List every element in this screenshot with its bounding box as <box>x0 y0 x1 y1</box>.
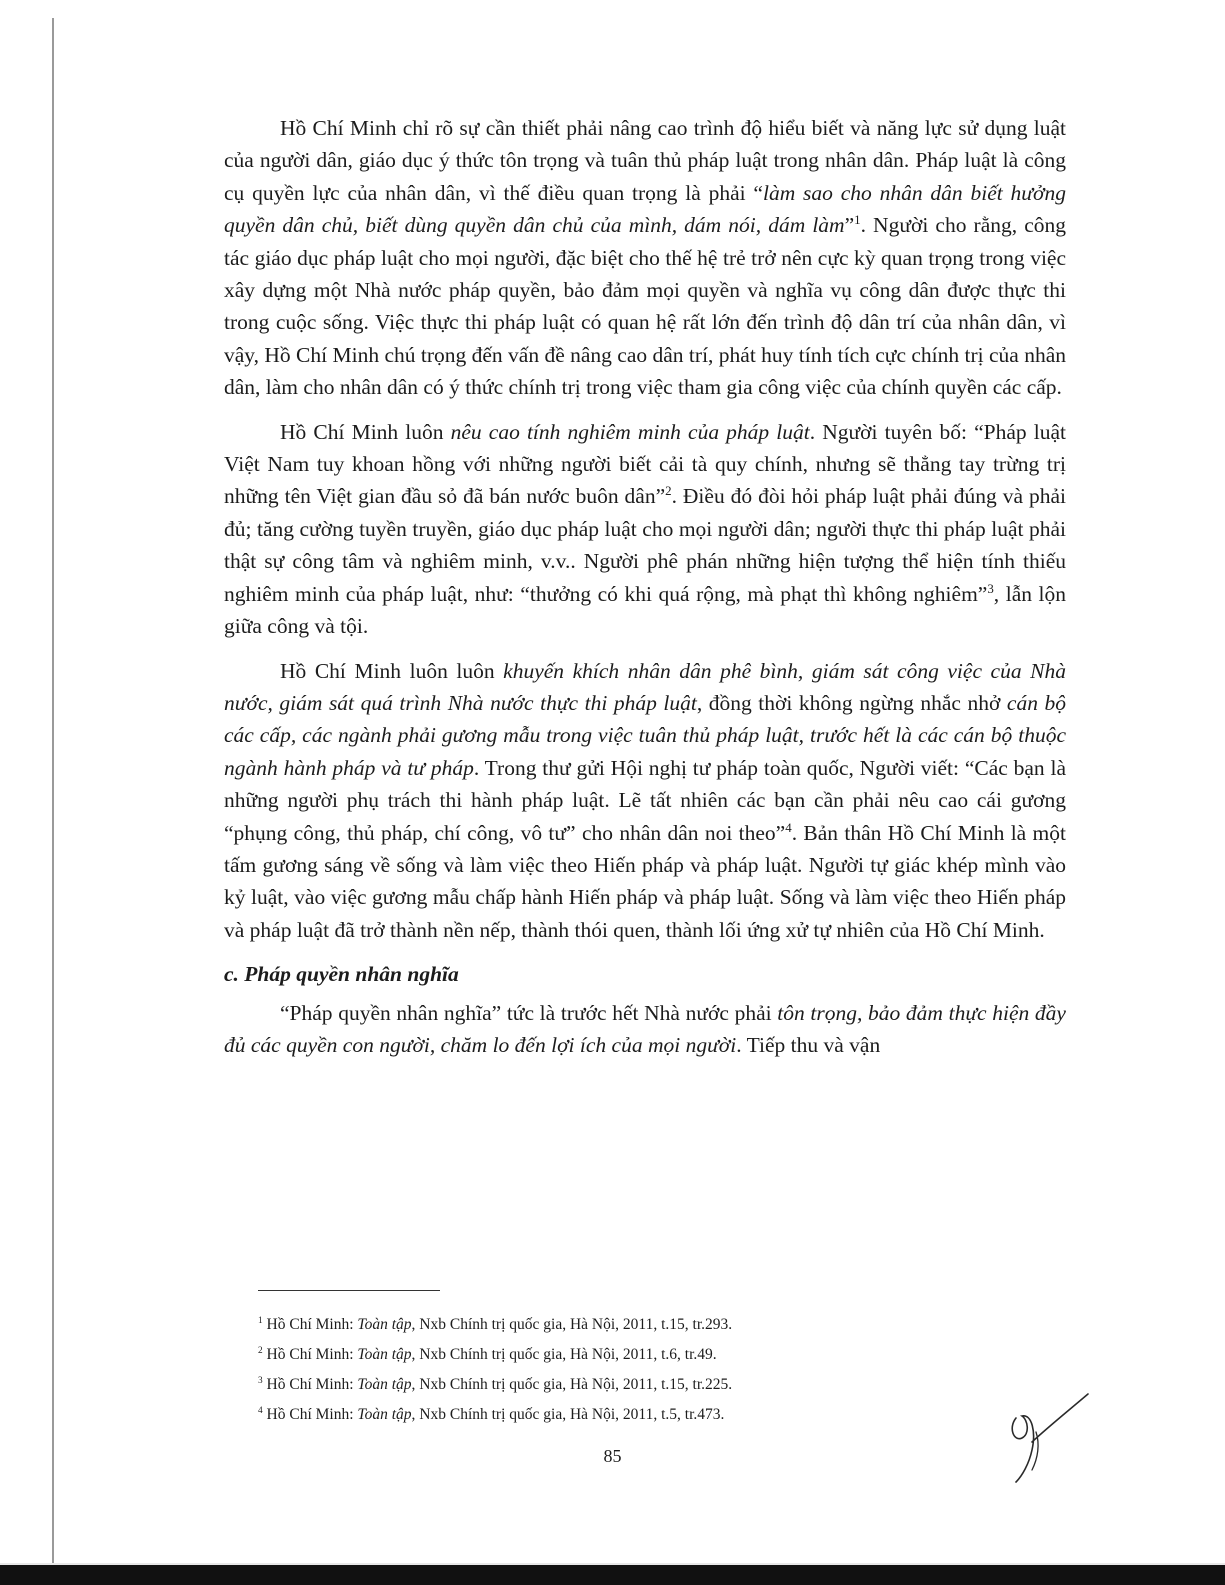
footnote-3: $^3$ Hồ Chí Minh: Toàn tập, Nxb Chính trị quốc gia, Hà Nội, 2011, t.15, tr.225. <box>258 1375 733 1393</box>
footnote-ref: 1 <box>854 213 861 228</box>
footnote-ref: 4 <box>785 820 792 835</box>
paragraph-1 <box>224 112 1066 404</box>
footnote-4: $^4$ Hồ Chí Minh: Toàn tập, Nxb Chính trị quốc gia, Hà Nội, 2011, t.5, tr.473. <box>258 1405 725 1423</box>
footnote-ref: 2 <box>665 484 672 499</box>
handwritten-initials-signature <box>1002 1392 1092 1484</box>
italic-run: cán bộ các cấp, các ngành phải gương mẫu trong việc tuân thủ pháp luật, trước hết là các cán bộ thuộc ngành hành pháp và tư pháp <box>224 690 1067 780</box>
footnote-number: 2 <box>258 1345 263 1356</box>
footnote-number: 3 <box>258 1375 263 1386</box>
text-run: . Bản thân Hồ Chí Minh là một tấm gương sáng về sống và làm việc theo Hiến pháp và pháp luật. Người tự giác khép mình vào kỷ luật, vào việc gương mẫu chấp hành Hiến pháp và pháp luật. Sống và làm việc theo Hiến pháp và pháp luật đã trở thành nền nếp, thành thói quen, thành lối ứng xử tự nhiên của Hồ Chí Minh. <box>224 820 1066 942</box>
text-run: “Pháp quyền nhân nghĩa” tức là trước hết Nhà nước phải <box>280 1000 778 1025</box>
text-run: . Tiếp thu và vận <box>736 1032 881 1057</box>
paragraph-2 <box>224 416 1066 643</box>
text-run: . Trong thư gửi Hội nghị tư pháp toàn quốc, Người viết: “Các bạn là những người phụ trách thi hành pháp luật. Lẽ tất nhiên các bạn cần phải nêu cao cái gương “phụng công, thủ pháp, chí công, vô tư” cho nhân dân noi theo” <box>224 755 1066 845</box>
body-text <box>224 112 1066 1073</box>
italic-run: làm sao cho nhân dân biết hưởng quyền dân chủ, biết dùng quyền dân chủ của mình, dám nói, dám làm <box>224 180 1066 238</box>
scan-binding-edge <box>52 18 54 1573</box>
footnote-ref: 3 <box>987 581 994 596</box>
footnote-separator <box>258 1290 440 1291</box>
italic-run: tôn trọng, bảo đảm thực hiện đầy đủ các quyền con người, chăm lo đến lợi ích của mọi người <box>224 1000 1066 1057</box>
footnote-number: 1 <box>258 1315 263 1326</box>
footnote-number: 4 <box>258 1405 263 1416</box>
section-heading: c. Pháp quyền nhân nghĩa <box>224 962 459 987</box>
footnote-2: $^2$ Hồ Chí Minh: Toàn tập, Nxb Chính trị quốc gia, Hà Nội, 2011, t.6, tr.49. <box>258 1345 717 1363</box>
italic-run: nêu cao tính nghiêm minh của pháp luật <box>450 419 810 444</box>
text-run: ” <box>844 213 855 238</box>
text-run: . Người cho rằng, công tác giáo dục pháp luật cho mọi người, đặc biệt cho thế hệ trẻ trở nên cực kỳ quan trọng trong việc xây dựng một Nhà nước pháp quyền, bảo đảm mọi quyền và nghĩa vụ công dân được thực thi trong cuộc sống. Việc thực thi pháp luật có quan hệ rất lớn đến trình độ dân trí của nhân dân, vì vậy, Hồ Chí Minh chú trọng đến vấn đề nâng cao dân trí, phát huy tính tích cực chính trị của nhân dân, làm cho nhân dân có ý thức chính trị trong việc tham gia công việc của chính quyền các cấp. <box>224 213 1066 400</box>
text-run: Hồ Chí Minh chỉ rõ sự cần thiết phải nâng cao trình độ hiểu biết và năng lực sử dụng luật của người dân, giáo dục ý thức tôn trọng và tuân thủ pháp luật trong nhân dân. Pháp luật là công cụ quyền lực của nhân dân, vì thế điều quan trọng là phải “ <box>224 116 1066 205</box>
scan-bottom-edge <box>0 1565 1225 1585</box>
footnotes <box>258 1310 958 1430</box>
paragraph-4 <box>224 997 1066 1062</box>
text-run: Hồ Chí Minh luôn luôn <box>280 658 504 683</box>
paragraph-3 <box>224 655 1066 947</box>
text-run: , đồng thời không ngừng nhắc nhở <box>696 690 1007 715</box>
footnote-1: $^1$ Hồ Chí Minh: Toàn tập, Nxb Chính trị quốc gia, Hà Nội, 2011, t.15, tr.293. <box>258 1315 733 1333</box>
italic-run: khuyến khích nhân dân phê bình, giám sát công việc của Nhà nước, giám sát quá trình Nhà nước thực thi pháp luật <box>224 658 1066 715</box>
text-run: , lẫn lộn giữa công và tội. <box>224 581 1066 639</box>
page-number: 85 <box>603 1446 622 1466</box>
text-run: Hồ Chí Minh luôn <box>280 419 451 444</box>
text-run: . Điều đó đòi hỏi pháp luật phải đúng và phải đủ; tăng cường tuyền truyền, giáo dục pháp luật cho mọi người dân; người thực thi pháp luật phải thật sự công tâm và nghiêm minh, v.v.. Người phê phán những hiện tượng thể hiện tính thiếu nghiêm minh của pháp luật, như: “thưởng có khi quá rộng, mà phạt thì không nghiêm” <box>224 484 1066 606</box>
text-run: . Người tuyên bố: “Pháp luật Việt Nam tuy khoan hồng với những người biết cải tà quy chính, nhưng sẽ thẳng tay trừng trị những tên Việt gian đầu sỏ đã bán nước buôn dân” <box>224 419 1066 509</box>
